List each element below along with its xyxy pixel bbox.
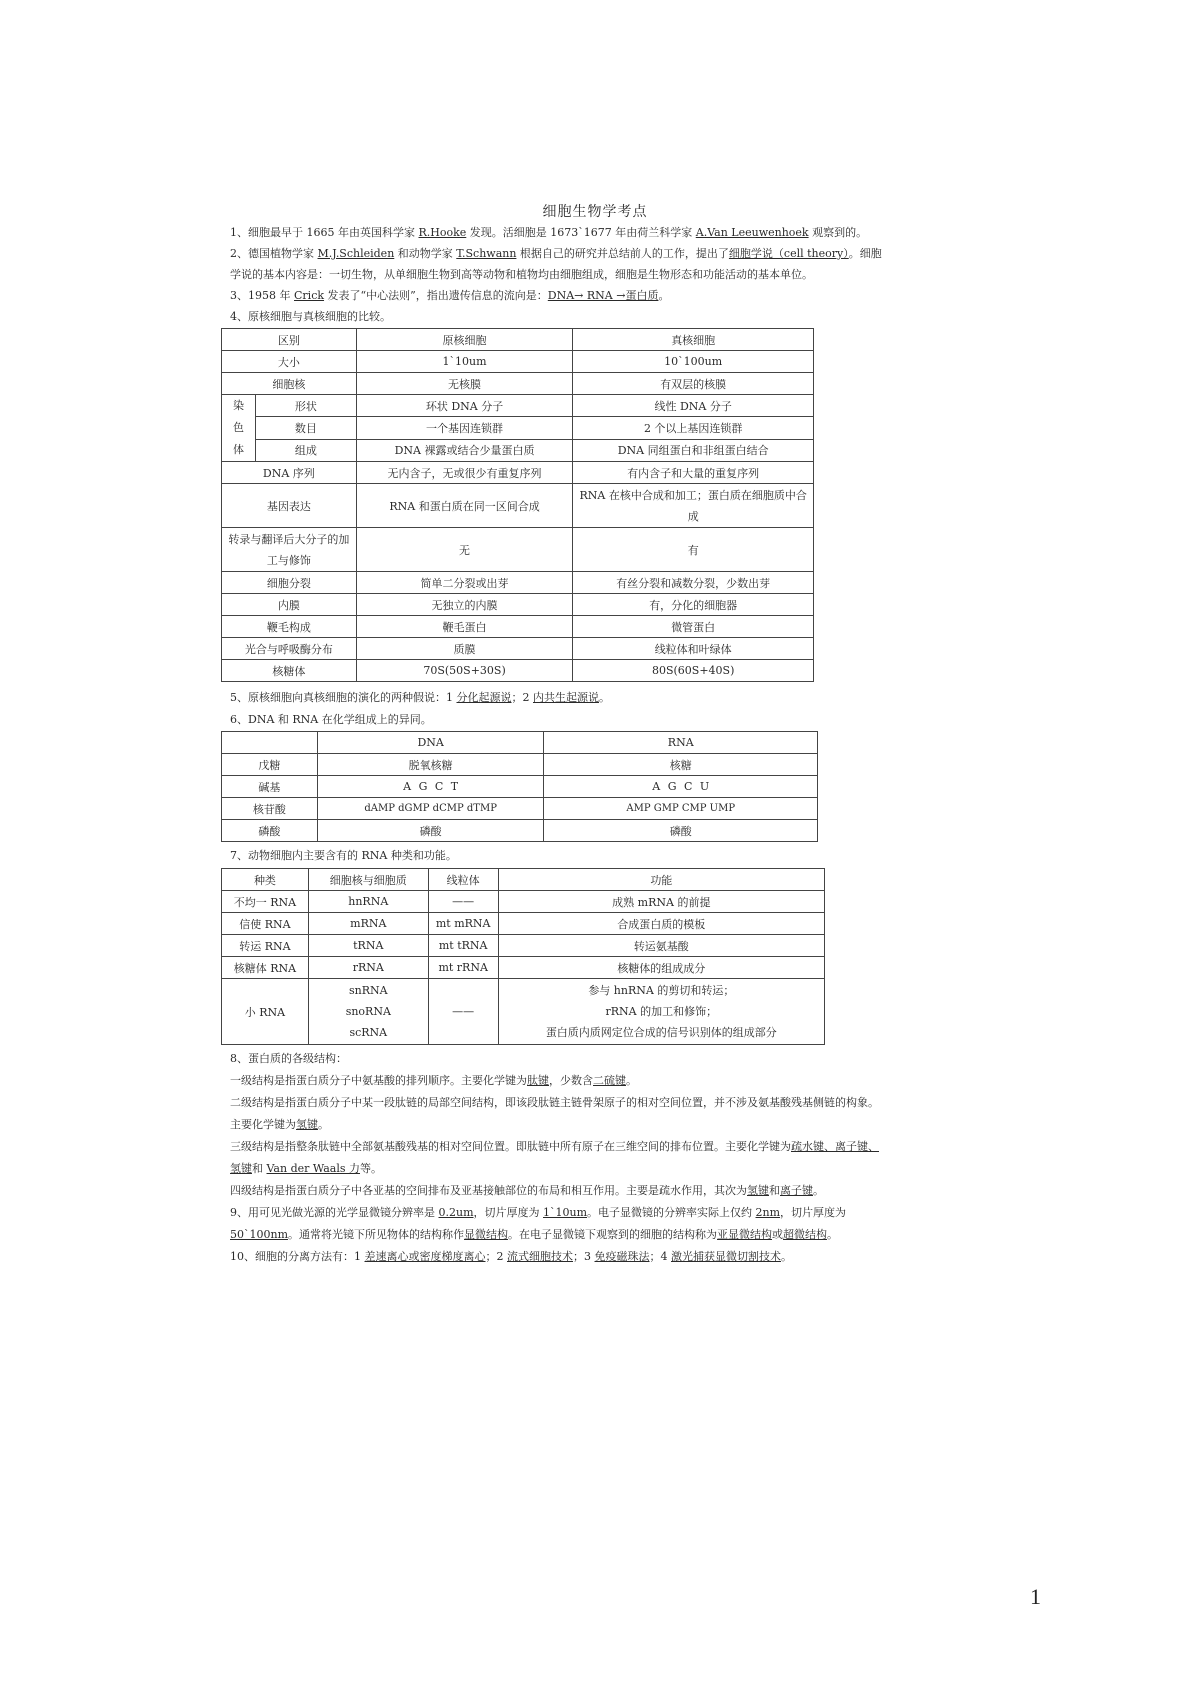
- rna-types-table: [221, 868, 825, 1045]
- paragraph-4: 4、原核细胞与真核细胞的比较。: [230, 310, 391, 323]
- table-row: 细胞核 无核膜 有双层的核膜: [222, 373, 814, 395]
- table-row: 核糖体 70S(50S+30S) 80S(60S+40S): [222, 660, 814, 682]
- page-title: 细胞生物学考点: [542, 204, 648, 220]
- secondary-structure: 二级结构是指蛋白质分子中某一段肽链的局部空间结构，即该段肽链主链骨架原子的相对空间位置，并不涉及氨基酸残基侧链的构象。: [230, 1096, 879, 1109]
- tertiary-structure-line-2: 氢键和 Van der Waals 力等。: [230, 1162, 383, 1175]
- table-row: 核苷酸 dAMP dGMP dCMP dTMP AMP GMP CMP UMP: [222, 798, 818, 820]
- table-row: 信使 RNA mRNA mt mRNA 合成蛋白质的模板: [222, 913, 825, 935]
- table-row: 细胞分裂 简单二分裂或出芽 有丝分裂和减数分裂，少数出芽: [222, 572, 814, 594]
- table-row: 转运 RNA tRNA mt tRNA 转运氨基酸: [222, 935, 825, 957]
- table-row: 核糖体 RNA rRNA mt rRNA 核糖体的组成成分: [222, 957, 825, 979]
- chromosome-label: 染 色 体: [222, 395, 256, 462]
- table-row: 光合与呼吸酶分布 质膜 线粒体和叶绿体: [222, 638, 814, 660]
- table-row: 碱基 A G C T A G C U: [222, 776, 818, 798]
- paragraph-2-line-2: 学说的基本内容是：一切生物，从单细胞生物到高等动物和植物均由细胞组成，细胞是生物形态和功能活动的基本单位。: [230, 268, 813, 281]
- table-row: 不均一 RNA hnRNA —— 成熟 mRNA 的前提: [222, 891, 825, 913]
- table-row: 鞭毛构成 鞭毛蛋白 微管蛋白: [222, 616, 814, 638]
- primary-structure: 一级结构是指蛋白质分子中氨基酸的排列顺序。主要化学键为肽键，少数含二硫键。: [230, 1074, 637, 1087]
- paragraph-3: 3、1958 年 Crick 发表了“中心法则”，指出遗传信息的流向是：DNA→ RNA →蛋白质。: [230, 289, 670, 302]
- paragraph-9-line-2: 50`100nm。通常将光镜下所见物体的结构称作显微结构。在电子显微镜下观察到的细胞的结构称为亚显微结构或超微结构。: [230, 1228, 839, 1241]
- table-row: DNA RNA: [222, 732, 818, 754]
- page-number: 1: [1030, 1584, 1041, 1609]
- paragraph-6: 6、DNA 和 RNA 在化学组成上的异同。: [230, 713, 432, 726]
- paragraph-7: 7、动物细胞内主要含有的 RNA 种类和功能。: [230, 849, 457, 862]
- paragraph-10: 10、细胞的分离方法有：1 差速离心或密度梯度离心；2 流式细胞技术；3 免疫磁珠法；4 激光捕获显微切割技术。: [230, 1250, 792, 1263]
- table-row: 转录与翻译后大分子的加工与修饰 无 有: [222, 528, 814, 572]
- paragraph-5: 5、原核细胞向真核细胞的演化的两种假说：1 分化起源说；2 内共生起源说。: [230, 691, 610, 704]
- table-row: 小 RNA snRNA snoRNA scRNA —— 参与 hnRNA 的剪切和转运； rRNA 的加工和修饰； 蛋白质内质网定位合成的信号识别体的组成部分: [222, 979, 825, 1045]
- table-row: 戊糖 脱氧核糖 核糖: [222, 754, 818, 776]
- table-row: 染 色 体 形状 环状 DNA 分子 线性 DNA 分子: [222, 395, 814, 417]
- paragraph-1: 1、细胞最早于 1665 年由英国科学家 R.Hooke 发现。活细胞是 1673`1677 年由荷兰科学家 A.Van Leeuwenhoek 观察到的。: [230, 226, 868, 239]
- tertiary-structure: 三级结构是指整条肽链中全部氨基酸残基的相对空间位置。即肽链中所有原子在三维空间的排布位置。主要化学键为疏水键、离子键、: [230, 1140, 879, 1153]
- table-row: 组成 DNA 裸露或结合少量蛋白质 DNA 同组蛋白和非组蛋白结合: [222, 439, 814, 461]
- paragraph-2: 2、德国植物学家 M.J.Schleiden 和动物学家 T.Schwann 根据自己的研究并总结前人的工作，提出了细胞学说（cell theory）。细胞: [230, 247, 882, 260]
- table-row: 区别 原核细胞 真核细胞: [222, 329, 814, 351]
- table-row: 内膜 无独立的内膜 有，分化的细胞器: [222, 594, 814, 616]
- secondary-structure-line-2: 主要化学键为氢键。: [230, 1118, 329, 1131]
- table-row: 大小 1`10um 10`100um: [222, 351, 814, 373]
- table-row: 基因表达 RNA 和蛋白质在同一区间合成 RNA 在核中合成和加工；蛋白质在细胞质中合成: [222, 484, 814, 528]
- table-row: 磷酸 磷酸 磷酸: [222, 820, 818, 842]
- prokaryote-eukaryote-table: [221, 328, 814, 682]
- paragraph-8: 8、蛋白质的各级结构：: [230, 1052, 347, 1065]
- table-row: 种类 细胞核与细胞质 线粒体 功能: [222, 869, 825, 891]
- table-row: DNA 序列 无内含子，无或很少有重复序列 有内含子和大量的重复序列: [222, 462, 814, 484]
- dna-rna-table: [221, 731, 818, 842]
- paragraph-9: 9、用可见光做光源的光学显微镜分辨率是 0.2um，切片厚度为 1`10um。电子显微镜的分辨率实际上仅约 2nm，切片厚度为: [230, 1206, 847, 1219]
- table-row: 数目 一个基因连锁群 2 个以上基因连锁群: [222, 417, 814, 439]
- quaternary-structure: 四级结构是指蛋白质分子中各亚基的空间排布及亚基接触部位的布局和相互作用。主要是疏水作用，其次为氢键和离子键。: [230, 1184, 824, 1197]
